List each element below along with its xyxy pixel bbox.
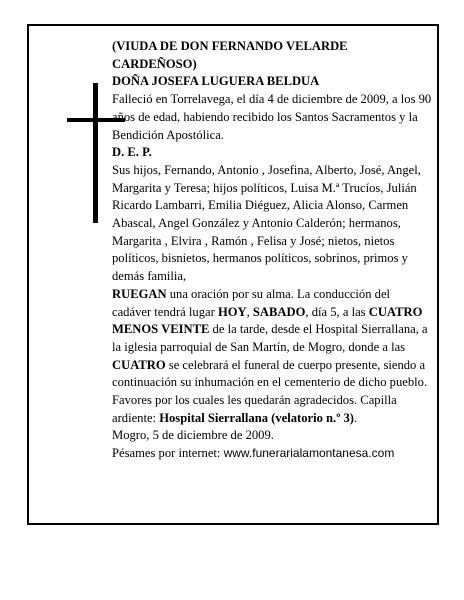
place-date: Mogro, 5 de diciembre de 2009. — [112, 428, 274, 443]
widow-header: (VIUDA DE DON FERNANDO VELARDE CARDEÑOSO) — [112, 39, 348, 71]
dep-label: D. E. P. — [112, 145, 152, 160]
notice-text — [112, 38, 432, 463]
sabado-label: SABADO — [252, 304, 306, 319]
funeral-text-4: de la tarde, desde el Hospital Sierrallana, a la iglesia parroquial de San Martín, de Mogro, donde a las — [112, 322, 428, 354]
funeral-details — [112, 286, 432, 428]
ruegan-label: RUEGAN — [112, 286, 167, 301]
death-info: Falleció en Torrelavega, el día 4 de diciembre de 2009, a los 90 años de edad, habiendo recibido los Santos Sacramentos y la Bendición Apostólica. — [112, 92, 432, 142]
funeral-text-2: , — [246, 304, 253, 319]
family-list: Sus hijos, Fernando, Antonio , Josefina, Alberto, José, Angel, Margarita y Teresa; hijos políticos, Luisa M.ª Trucíos, Julián Ricardo Lambarri, Emilia Diéguez, Alicia Alonso, Carmen Abascal, Angel González y Antonio Calderón; hermanos, Margarita , Elvira , Ramón , Felisa y José; nietos, nietos políticos, bisnietos, hermanos políticos, sobrinos, primos y demás familia, — [112, 162, 421, 284]
cross-vertical-bar — [93, 83, 98, 223]
funeral-text-6: . — [354, 410, 358, 425]
funeral-text-3: , día 5, a las — [305, 304, 369, 319]
time-label: CUATRO MENOS VEINTE — [112, 304, 423, 337]
deceased-name: DOÑA JOSEFA LUGUERA BELDUA — [112, 74, 320, 89]
funeral-text-1: una oración por su alma. La conducción del cadáver tendrá lugar — [112, 286, 391, 319]
funeral-text-5: se celebrará el funeral de cuerpo presente, siendo a continuación su inhumación en el cementerio de dicho pueblo. Favores por los cuales les quedarán agradecidos. Capilla ardiente: — [112, 357, 428, 425]
chapel-location: Hospital Sierrallana (velatorio n.º 3) — [159, 410, 355, 425]
funeral-time-label: CUATRO — [112, 357, 166, 372]
condolences-label: Pésames por internet: — [112, 446, 224, 461]
condolences-url: www.funerarialamontanesa.com — [223, 446, 395, 461]
hoy-label: HOY — [217, 304, 247, 319]
condolences-line — [112, 445, 432, 463]
